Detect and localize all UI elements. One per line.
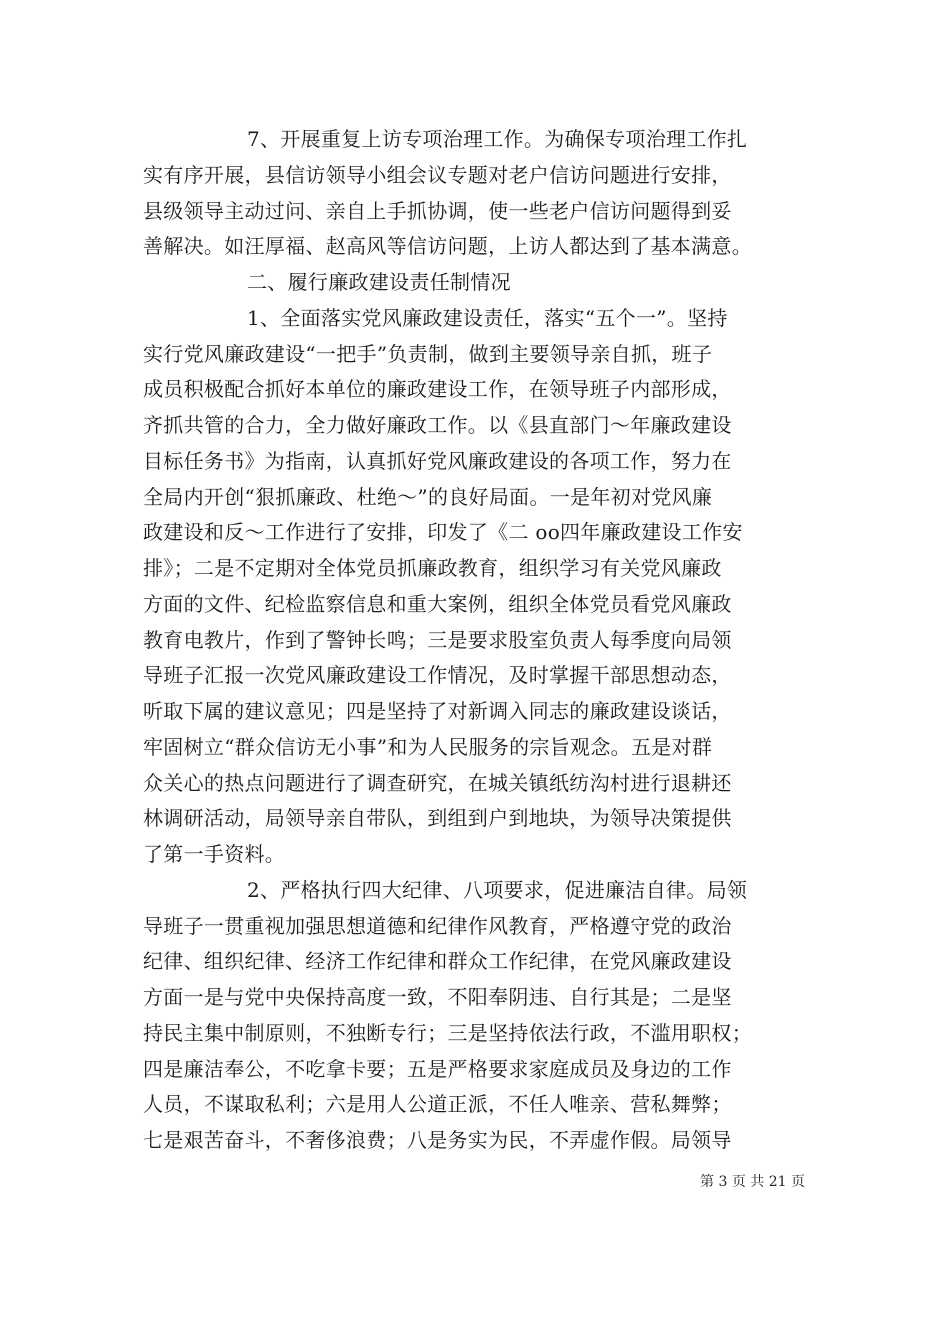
paragraph-line: 方面的文件、纪检监察信息和重大案例，组织全体党员看党风廉政 <box>143 592 732 616</box>
paragraph-line: 齐抓共管的合力，全力做好廉政工作。以《县直部门～年廉政建设 <box>143 413 732 437</box>
paragraph-line: 成员积极配合抓好本单位的廉政建设工作，在领导班子内部形成， <box>143 377 732 401</box>
section-heading: 二、履行廉政建设责任制情况 <box>247 270 511 294</box>
paragraph-line: 实行党风廉政建设“一把手”负责制，做到主要领导亲自抓，班子 <box>143 342 713 366</box>
paragraph-line: 牢固树立“群众信访无小事”和为人民服务的宗旨观念。五是对群 <box>143 735 713 759</box>
paragraph-line: 7、开展重复上访专项治理工作。为确保专项治理工作扎 <box>247 127 748 151</box>
paragraph-line: 导班子一贯重视加强思想道德和纪律作风教育，严格遵守党的政治 <box>143 914 732 938</box>
paragraph-line: 全局内开创“狠抓廉政、杜绝～”的良好局面。一是年初对党风廉 <box>143 485 713 509</box>
paragraph-line: 人员，不谋取私利；六是用人公道正派，不任人唯亲、营私舞弊； <box>143 1092 732 1116</box>
paragraph-line: 政建设和反～工作进行了安排，印发了《二 oo四年廉政建设工作安 <box>143 520 743 544</box>
paragraph-line: 实有序开展，县信访领导小组会议专题对老户信访问题进行安排， <box>143 163 732 187</box>
paragraph-line: 众关心的热点问题进行了调查研究，在城关镇纸纺沟村进行退耕还 <box>143 771 732 795</box>
paragraph-line: 四是廉洁奉公，不吃拿卡要；五是严格要求家庭成员及身边的工作 <box>143 1057 732 1081</box>
paragraph-line: 1、全面落实党风廉政建设责任，落实“五个一”。坚持 <box>247 306 728 330</box>
page-number-footer: 第 3 页 共 21 页 <box>700 1174 805 1190</box>
paragraph-line: 七是艰苦奋斗，不奢侈浪费；八是务实为民，不弄虚作假。局领导 <box>143 1128 732 1152</box>
paragraph-line: 善解决。如汪厚福、赵高风等信访问题，上访人都达到了基本满意。 <box>143 234 752 258</box>
paragraph-line: 持民主集中制原则，不独断专行；三是坚持依法行政，不滥用职权； <box>143 1021 752 1045</box>
paragraph-line: 教育电教片，作到了警钟长鸣；三是要求股室负责人每季度向局领 <box>143 628 732 652</box>
paragraph-line: 县级领导主动过问、亲自上手抓协调，使一些老户信访问题得到妥 <box>143 199 732 223</box>
paragraph-line: 林调研活动，局领导亲自带队，到组到户到地块，为领导决策提供 <box>143 806 732 830</box>
paragraph-line: 听取下属的建议意见；四是坚持了对新调入同志的廉政建设谈话， <box>143 699 732 723</box>
paragraph-line: 纪律、组织纪律、经济工作纪律和群众工作纪律，在党风廉政建设 <box>143 949 732 973</box>
paragraph-line: 排》；二是不定期对全体党员抓廉政教育，组织学习有关党风廉政 <box>143 556 722 580</box>
paragraph-line: 导班子汇报一次党风廉政建设工作情况，及时掌握干部思想动态， <box>143 663 732 687</box>
paragraph-line: 了第一手资料。 <box>143 842 286 866</box>
paragraph-line: 目标任务书》为指南，认真抓好党风廉政建设的各项工作，努力在 <box>143 449 732 473</box>
paragraph-line: 方面一是与党中央保持高度一致，不阳奉阴违、自行其是；二是坚 <box>143 985 732 1009</box>
paragraph-line: 2、严格执行四大纪律、八项要求，促进廉洁自律。局领 <box>247 878 748 902</box>
